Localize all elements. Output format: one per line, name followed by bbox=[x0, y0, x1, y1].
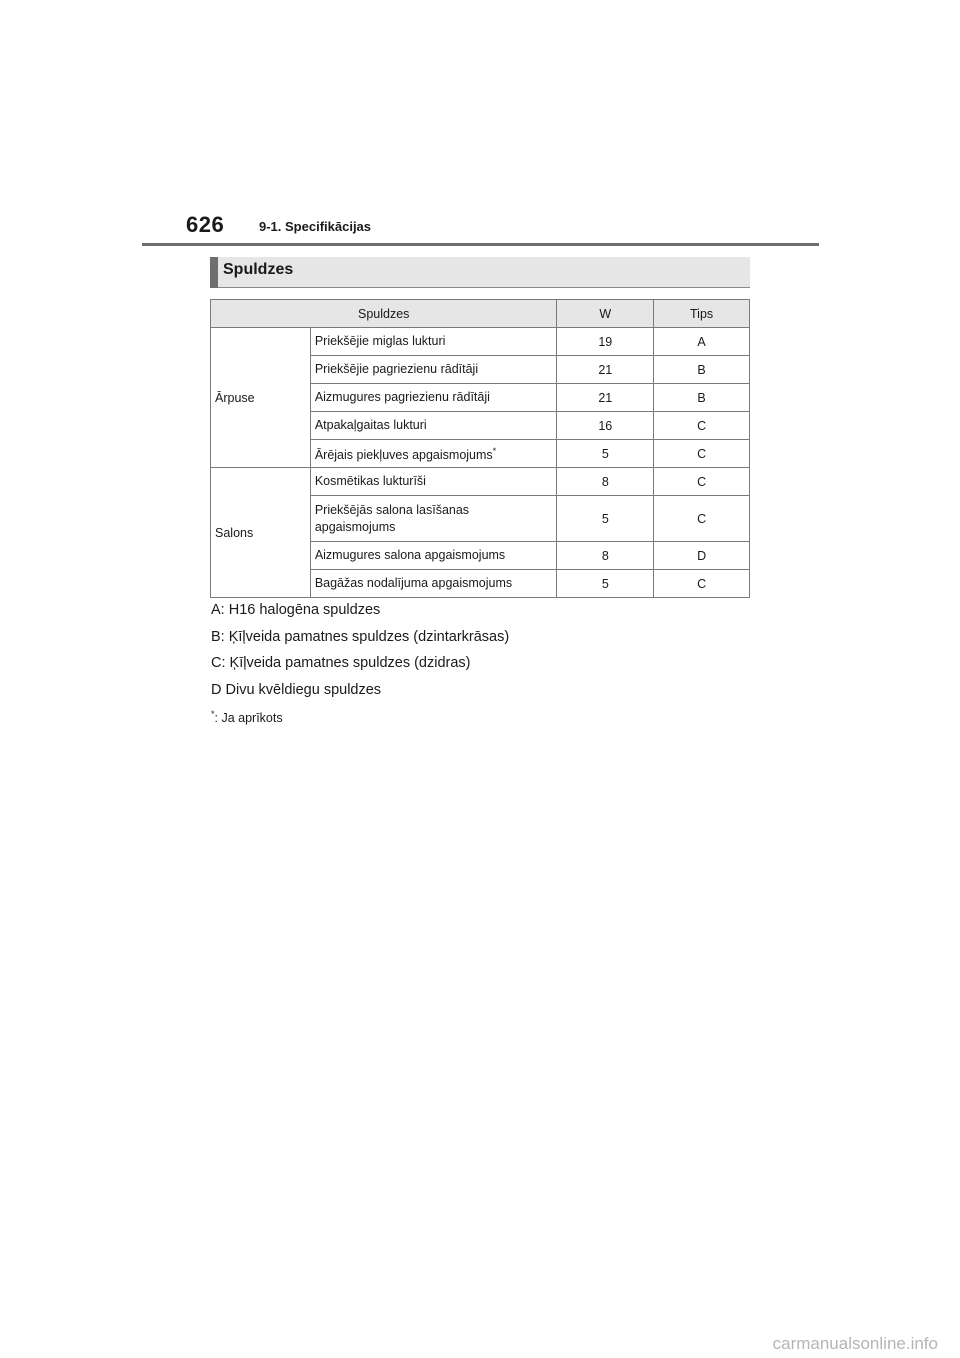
bulb-name: Atpakaļgaitas lukturi bbox=[310, 412, 557, 440]
section-heading bbox=[210, 257, 750, 288]
bulb-type: C bbox=[654, 440, 750, 468]
bulb-name: Bagāžas nodalījuma apgaismojums bbox=[310, 570, 557, 598]
bulb-name: Aizmugures pagriezienu rādītāji bbox=[310, 384, 557, 412]
table-header-row bbox=[211, 300, 750, 328]
legend-note-d: D Divu kvēldiegu spuldzes bbox=[211, 681, 382, 698]
bulbs-table bbox=[210, 299, 750, 598]
bulb-type: B bbox=[654, 356, 750, 384]
bulb-type: C bbox=[654, 496, 750, 542]
bulb-type: C bbox=[654, 570, 750, 598]
bulb-watts: 21 bbox=[557, 384, 654, 412]
page-number: 626 bbox=[186, 212, 225, 237]
bulb-watts: 8 bbox=[557, 468, 654, 496]
bulb-watts: 5 bbox=[557, 570, 654, 598]
column-header-bulbs: Spuldzes bbox=[211, 300, 557, 328]
heading-title: Spuldzes bbox=[223, 261, 294, 278]
bulb-name: Priekšējie miglas lukturi bbox=[310, 328, 557, 356]
bulb-watts: 21 bbox=[557, 356, 654, 384]
legend-notes bbox=[211, 602, 509, 725]
table-row bbox=[211, 328, 750, 356]
bulb-name: Aizmugures salona apgaismojums bbox=[310, 542, 557, 570]
bulb-type: D bbox=[654, 542, 750, 570]
bulb-name: Ārējais piekļuves apgaismojums bbox=[314, 448, 493, 463]
bulb-watts: 5 bbox=[557, 440, 654, 468]
watermark: carmanualsonline.info bbox=[772, 1334, 938, 1353]
heading-accent-bar bbox=[210, 257, 218, 288]
bulb-type: B bbox=[654, 384, 750, 412]
column-header-watts: W bbox=[557, 300, 654, 328]
bulb-type: A bbox=[654, 328, 750, 356]
bulb-watts: 19 bbox=[557, 328, 654, 356]
legend-note-a: A: H16 halogēna spuldzes bbox=[211, 602, 381, 618]
group-label-interior: Salons bbox=[211, 468, 311, 598]
group-label-exterior: Ārpuse bbox=[211, 328, 311, 468]
footnote-mark: * bbox=[211, 709, 215, 719]
bulb-type: C bbox=[654, 412, 750, 440]
bulb-type: C bbox=[654, 468, 750, 496]
bulb-watts: 16 bbox=[557, 412, 654, 440]
legend-note-b: B: Ķīļveida pamatnes spuldzes (dzintarkrāsas) bbox=[211, 628, 510, 645]
footnote-mark: * bbox=[492, 445, 497, 456]
section-title: 9-1. Specifikācijas bbox=[259, 219, 372, 234]
table-row bbox=[211, 468, 750, 496]
column-header-type: Tips bbox=[654, 300, 750, 328]
footnote-text: : Ja aprīkots bbox=[214, 711, 283, 726]
bulb-name-cell bbox=[310, 440, 557, 468]
bulb-watts: 8 bbox=[557, 542, 654, 570]
bulb-watts: 5 bbox=[557, 496, 654, 542]
legend-note-c: C: Ķīļveida pamatnes spuldzes (dzidras) bbox=[211, 655, 471, 671]
header-divider bbox=[142, 243, 819, 246]
bulb-name: Priekšējie pagriezienu rādītāji bbox=[310, 356, 557, 384]
bulb-name: Priekšējās salona lasīšanas apgaismojums bbox=[310, 496, 557, 542]
bulb-name: Kosmētikas lukturīši bbox=[310, 468, 557, 496]
footnote bbox=[211, 709, 509, 725]
